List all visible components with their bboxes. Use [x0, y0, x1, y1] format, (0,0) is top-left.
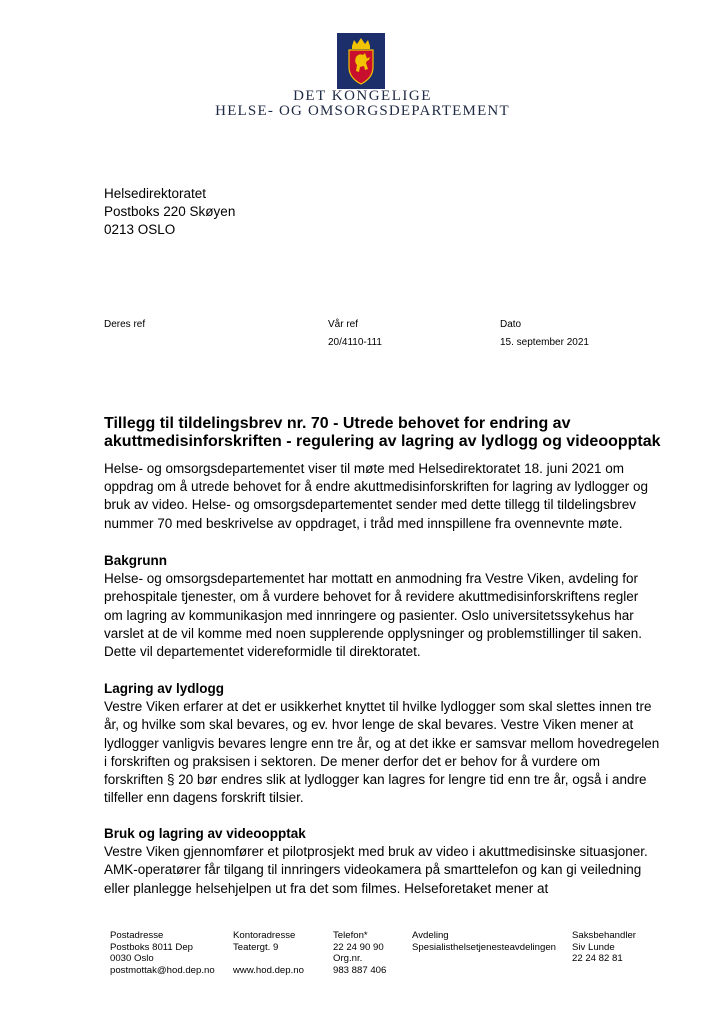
org-name-line1: DET KONGELIGE — [293, 88, 432, 104]
recipient-postal: 0213 OSLO — [104, 222, 176, 237]
paragraph-line: Dette vil departementet videreformidle til direktoratet. — [104, 644, 421, 660]
paragraph-line: lydlogger vanligvis bevares lengre enn tre år, og at det ikke er samsvar mellom hovedregelen — [104, 735, 660, 751]
footer-label: Telefon* — [333, 930, 368, 941]
date-value: 15. september 2021 — [500, 337, 589, 348]
paragraph-line: om lagring av kommunikasjon med innringere og pasienter. Oslo universitetssykehus har — [104, 607, 634, 623]
title-line: Tillegg til tildelingsbrev nr. 70 - Utrede behovet for endring av — [104, 415, 571, 432]
paragraph-line: bruk av video. Helse- og omsorgsdepartementet sender med dette tillegg til tildelingsbrev — [104, 497, 637, 513]
paragraph-line: Helse- og omsorgsdepartementet viser til møte med Helsedirektoratet 18. juni 2021 om — [104, 461, 624, 476]
footer-value: Siv Lunde — [572, 941, 615, 953]
paragraph-line: Vestre Viken erfarer at det er usikkerhet knyttet til hvilke lydlogger som skal slettes innen tre — [104, 699, 652, 715]
paragraph-line: forskriften § 20 bør endres slik at lydlogger kan lagres for lengre tid enn tre år, også i andre — [104, 772, 647, 788]
footer-value: Postboks 8011 Dep — [110, 941, 194, 953]
footer-website: www.hod.dep.no — [233, 964, 304, 976]
letter-title — [104, 415, 684, 451]
var-ref-label: Vår ref — [328, 319, 359, 330]
paragraph-line: nummer 70 med beskrivelse av oppdraget, i tråd med innspillene fra ovennevnte møte. — [104, 515, 623, 531]
footer-label: Postadresse — [110, 930, 164, 941]
recipient-name: Helsedirektoratet — [104, 186, 207, 201]
footer-telefon — [333, 930, 386, 976]
section-heading: Lagring av lydlogg — [104, 681, 225, 696]
footer-label: Avdeling — [412, 930, 449, 941]
footer-value: Org.nr. — [333, 953, 363, 964]
paragraph-line: Vestre Viken gjennomfører et pilotprosjekt med bruk av video i akuttmedisinske situasjoner. — [104, 844, 648, 860]
paragraph-line: eller planlegge helsehjelpen ut fra det som filmes. Helseforetaket mener at — [104, 880, 549, 896]
paragraph-line: prehospitale tjenester, om å vurdere behovet for å revidere akuttmedisinforskriftens regler — [104, 589, 639, 605]
footer-value: 0030 Oslo — [110, 953, 154, 964]
recipient-street: Postboks 220 Skøyen — [104, 204, 236, 219]
title-line: akuttmedisinforskriften - regulering av lagring av lydlogg og videoopptak — [104, 433, 661, 450]
footer-value: Teatergt. 9 — [233, 941, 279, 953]
footer-label: Kontoradresse — [233, 930, 296, 941]
date-label: Dato — [500, 319, 522, 330]
footer-value: Spesialisthelsetjenesteavdelingen — [412, 941, 557, 953]
paragraph-line: Helse- og omsorgsdepartementet har mottatt en anmodning fra Vestre Viken, avdeling for — [104, 571, 639, 587]
footer-postadresse — [110, 930, 215, 976]
paragraph-line: tilfeller enn dagens forskrift tilsier. — [104, 790, 304, 806]
deres-ref-label: Deres ref — [104, 319, 146, 330]
paragraph-line: år, og hvilke som skal bevares, og ev. hvor lenge de skal bevares. Vestre Viken mener at — [104, 717, 634, 733]
footer-value: 983 887 406 — [333, 964, 387, 976]
footer-value: 22 24 82 81 — [572, 953, 623, 964]
footer-label: Saksbehandler — [572, 930, 637, 941]
section-bakgrunn — [104, 552, 674, 661]
section-heading: Bruk og lagring av videoopptak — [104, 826, 306, 841]
footer-avdeling — [412, 930, 556, 953]
footer-saksbehandler — [572, 930, 636, 965]
paragraph-line: AMK-operatører får tilgang til innringers videokamera på smarttelefon og kan gi veiledning — [104, 862, 642, 878]
section-videoopptak — [104, 825, 674, 898]
recipient-address — [104, 185, 235, 239]
coat-of-arms-icon — [337, 33, 385, 89]
paragraph-line: i forskriften og praksisen i sektoren. De mener derfor det er behov for å vurdere om — [104, 753, 600, 769]
footer-email: postmottak@hod.dep.no — [110, 964, 215, 976]
var-ref-value: 20/4110-111 — [328, 337, 382, 348]
section-heading: Bakgrunn — [104, 553, 168, 568]
section-lydlogg — [104, 680, 674, 807]
paragraph-line: varslet at de vil komme med noen supplerende opplysninger og problemstillinger til saken. — [104, 625, 643, 641]
intro-paragraph — [104, 460, 674, 533]
org-name-line2: HELSE- OG OMSORGSDEPARTEMENT — [215, 103, 510, 119]
footer-value: 22 24 90 90 — [333, 941, 384, 953]
footer-kontoradresse — [233, 930, 304, 976]
paragraph-line: oppdrag om å utrede behovet for å endre akuttmedisinforskriften for lagring av lydlogger og — [104, 479, 649, 495]
